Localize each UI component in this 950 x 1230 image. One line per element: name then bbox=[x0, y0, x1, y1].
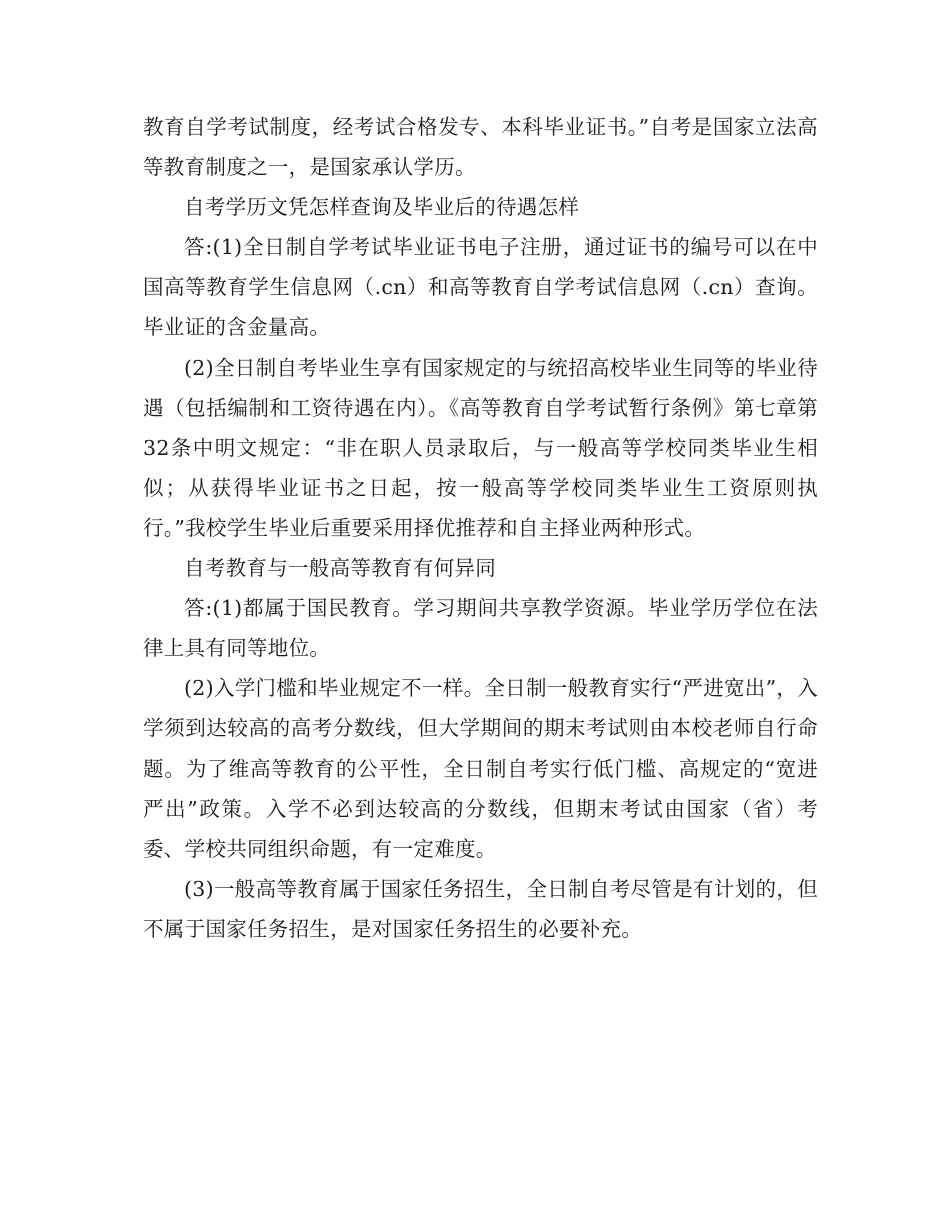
document-body bbox=[143, 107, 818, 949]
answer-2-benefits: (2)全日制自考毕业生享有国家规定的与统招高校毕业生同等的毕业待遇（包括编制和工资待遇在内）。《高等教育自学考试暂行条例》第七章第32条中明文规定：“非在职人员录取后，与一般高等学校同类毕业生相似；从获得毕业证书之日起，按一般高等学校同类毕业生工资原则执行。”我校学生毕业后重要采用择优推荐和自主择业两种形式。 bbox=[143, 355, 818, 540]
answer-2-admission-graduation: (2)入学门槛和毕业规定不一样。全日制一般教育实行“严进宽出”，入学须到达较高的高考分数线，但大学期间的期末考试则由本校老师自行命题。为了维高等教育的公平性，全日制自考实行低门槛、高规定的“宽进严出”政策。入学不必到达较高的分数线，但期末考试由国家（省）考委、学校共同组织命题，有一定难度。 bbox=[143, 676, 818, 861]
heading-differences: 自考教育与一般高等教育有何异同 bbox=[184, 556, 496, 581]
answer-3-enrollment-plan: (3)一般高等教育属于国家任务招生，全日制自考尽管是有计划的，但不属于国家任务招生，是对国家任务招生的必要补充。 bbox=[143, 876, 818, 941]
heading-query-and-benefits: 自考学历文凭怎样查询及毕业后的待遇怎样 bbox=[184, 195, 580, 220]
paragraph-continuation: 教育自学考试制度，经考试合格发专、本科毕业证书。”自考是国家立法高等教育制度之一，是国家承认学历。 bbox=[143, 115, 818, 180]
answer-1-query: 答:(1)全日制自学考试毕业证书电子注册，通过证书的编号可以在中国高等教育学生信息网（.cn）和高等教育自学考试信息网（.cn）查询。毕业证的含金量高。 bbox=[143, 235, 818, 340]
answer-1-national-education: 答:(1)都属于国民教育。学习期间共享教学资源。毕业学历学位在法律上具有同等地位。 bbox=[143, 596, 818, 661]
